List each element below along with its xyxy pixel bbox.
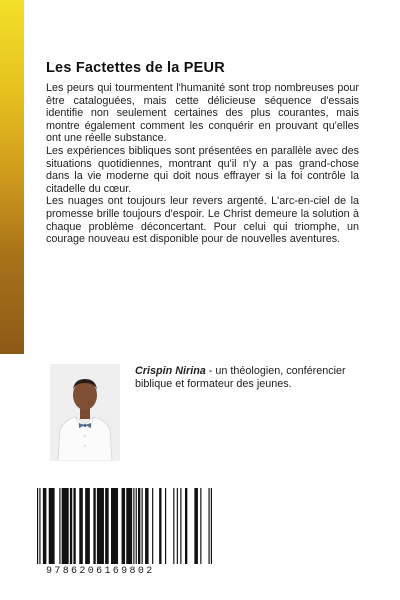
barcode-bar [208,488,209,564]
barcode-bar [133,488,134,564]
barcode-bar [138,488,140,564]
book-title: Les Factettes de la PEUR [46,60,225,76]
barcode-bar [165,488,166,564]
barcode-bar [173,488,174,564]
barcode-bar [59,488,60,564]
isbn-number: 9786206169802 [46,566,155,577]
author-name: Crispin Nirina [135,365,206,377]
barcode-bar [194,488,198,564]
barcode-bar [62,488,69,564]
blurb-paragraph: Les expériences bibliques sont présentées en parallèle avec des situations quotidiennes, montrant qu'il n'y a pas grand-chose dans la vie moderne qui doit nous effrayer si la foi contrôle la citadelle du cœur. [46,144,359,195]
barcode-bar [43,488,47,564]
barcode-bar [177,488,178,564]
barcode-bar [93,488,95,564]
back-cover-blurb [46,82,359,246]
isbn-barcode [37,488,212,564]
barcode-bar [180,488,181,564]
author-photo [50,364,120,461]
barcode-bar [105,488,109,564]
blurb-paragraph: Les peurs qui tourmentent l'humanité sont trop nombreuses pour être cataloguées, mais cette délicieuse séquence d'essais identifie non seulement certaines des plus courantes, mais montre également comment les conquérir en prouvant qu'elles ont une réelle substance. [46,82,359,145]
barcode-bar [126,488,132,564]
barcode-bar [159,488,161,564]
barcode-bar [85,488,90,564]
barcode-bar [152,488,153,564]
barcode-bar [39,488,40,564]
author-bio [135,365,365,391]
barcode-bar [200,488,201,564]
barcode-bar [145,488,149,564]
barcode-bar [122,488,126,564]
barcode-bar [211,488,212,564]
barcode-bar [142,488,143,564]
barcode-bar [73,488,75,564]
cover-spine-gradient [0,0,24,354]
barcode-bar [136,488,137,564]
barcode-bar [70,488,72,564]
barcode-bar [37,488,38,564]
barcode-bar [79,488,83,564]
blurb-paragraph: Les nuages ont toujours leur revers argenté. L'arc-en-ciel de la promesse brille toujours d'espoir. Le Christ demeure la solution à chaque problème déconcertant. Pour celui qui triomphe, un courage nouveau est disponible pour de nouvelles aventures. [46,195,359,246]
barcode-bar [185,488,187,564]
barcode-bar [49,488,55,564]
barcode-bar [111,488,118,564]
barcode-bar [97,488,104,564]
author-description: - un théologien, conférencier biblique et formateur des jeunes. [135,365,346,390]
